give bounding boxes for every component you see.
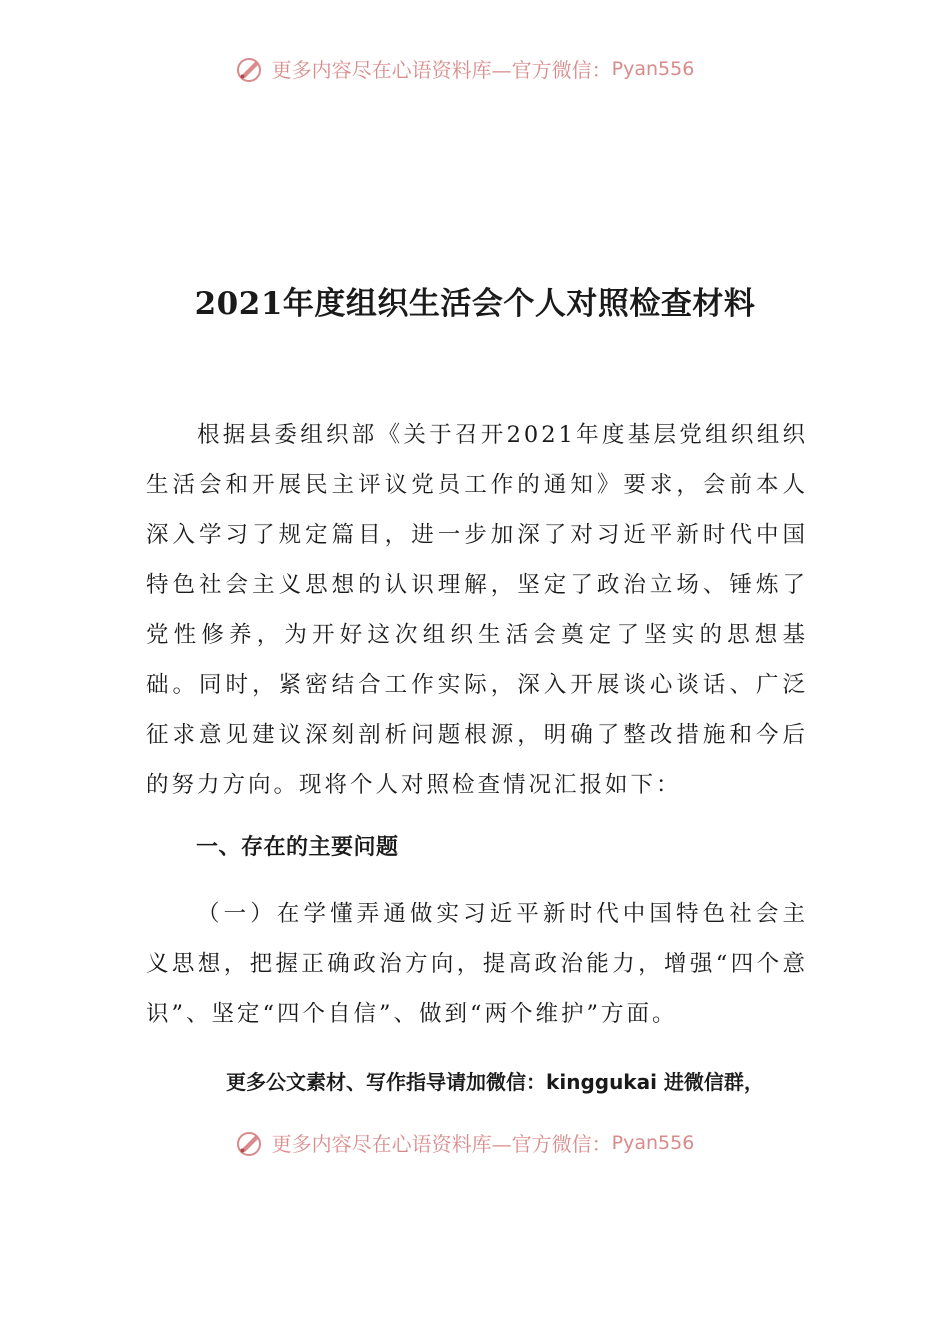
watermark-text: 更多内容尽在心语资料库—官方微信：: [271, 58, 612, 82]
pen-circle-logo-icon: [236, 1129, 264, 1157]
watermark-footer: [0, 1128, 940, 1157]
promo-line: 更多公文素材、写作指导请加微信：kinggukai 进微信群，: [226, 1070, 764, 1094]
watermark-wechat-id: Pyan556: [611, 57, 695, 80]
document-title: 2021年度组织生活会个人对照检查材料: [194, 286, 756, 322]
subsection-paragraph: （一）在学懂弄通做实习近平新时代中国特色社会主义思想，把握正确政治方向，提高政治能力，增强“四个意识”、坚定“四个自信”、做到“两个维护”方面。: [146, 901, 808, 1027]
section-heading: 一、存在的主要问题: [196, 835, 399, 860]
intro-paragraph: 根据县委组织部《关于召开2021年度基层党组织组织生活会和开展民主评议党员工作的通知》要求，会前本人深入学习了规定篇目，进一步加深了对习近平新时代中国特色社会主义思想的认识理解，坚定了政治立场、锤炼了党性修养，为开好这次组织生活会奠定了坚实的思想基础。同时，紧密结合工作实际，深入开展谈心谈话、广泛征求意见建议深刻剖析问题根源，明确了整改措施和今后的努力方向。现将个人对照检查情况汇报如下：: [146, 422, 808, 798]
watermark-header: [0, 54, 940, 83]
watermark-wechat-id: Pyan556: [611, 1131, 695, 1154]
pen-circle-logo-icon: [236, 55, 264, 83]
watermark-text: 更多内容尽在心语资料库—官方微信：: [271, 1132, 612, 1156]
